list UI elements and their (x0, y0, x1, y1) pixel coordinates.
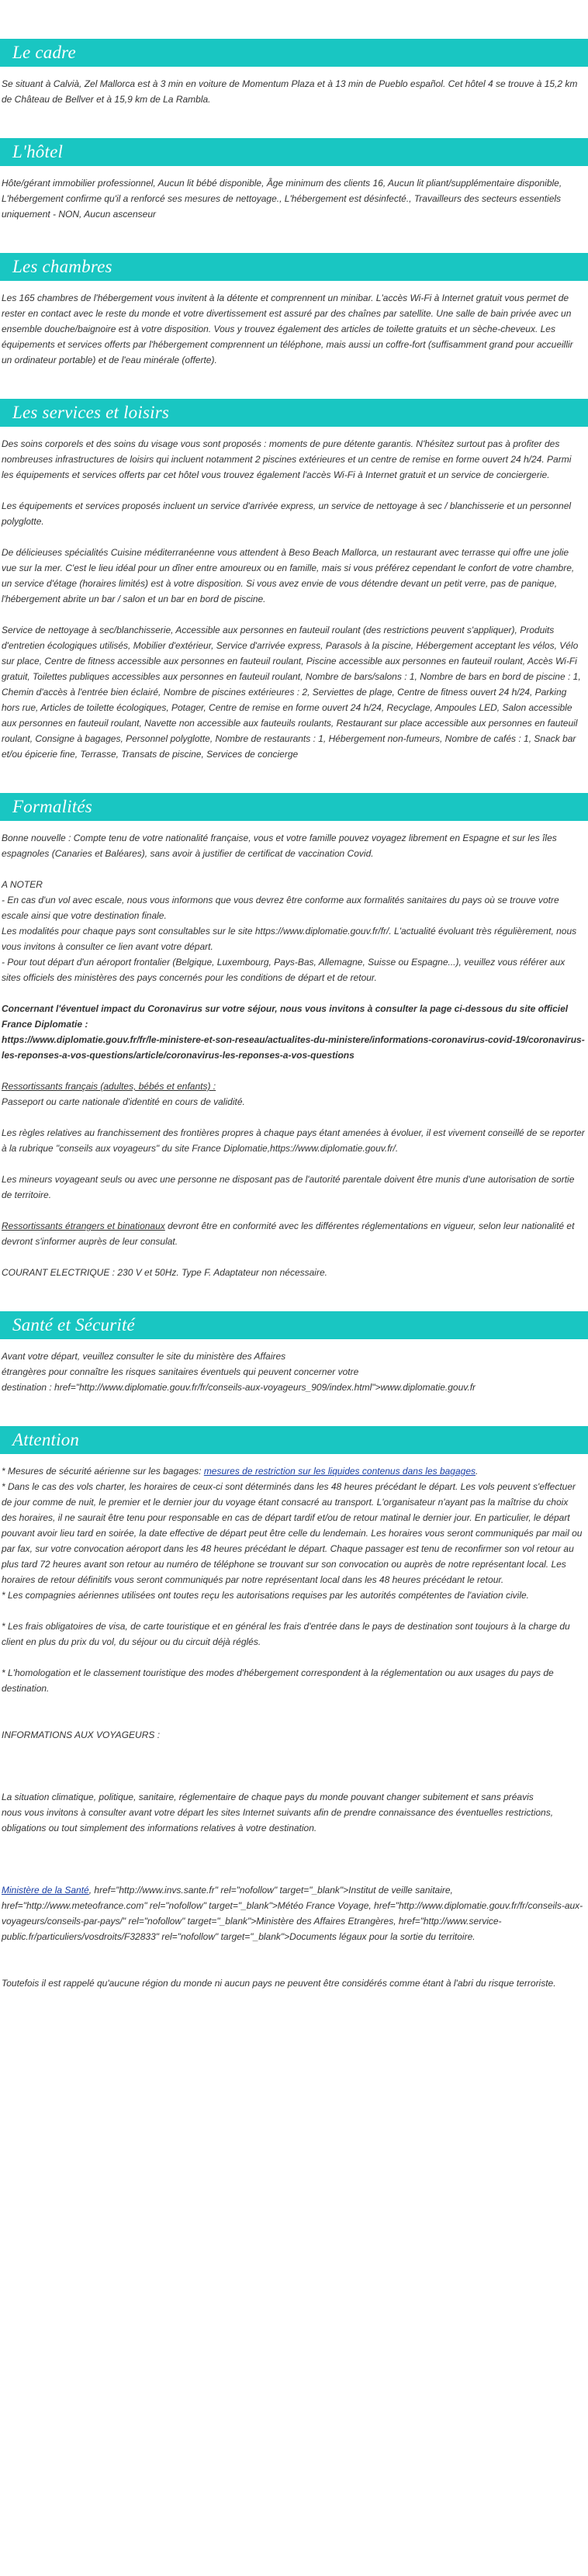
vols-charter-text: * Dans le cas des vols charter, les horaires de ceux-ci sont déterminés dans les 48 heures précédant le départ. Les vols peuvent s'effectuer de jour comme de nuit, le premier et le dernier jour du voyage étant consacré au transport. L'organisateur n'ayant pas la maîtrise du choix des horaires, il ne saurait être tenu pour responsable en cas de départ tardif et/ou de retour matinal le dernier jour. En particulier, le départ pouvant avoir lieu tard en soirée, la date effective de départ peut être celle du lendemain. Les horaires vous seront communiqués par mail ou par fax, sur votre convocation aéroport dans les 48 heures précédant le départ. Chaque passager est tenu de reconfirmer son vol retour au plus tard 72 heures avant son retour au numéro de téléphone se trouvant sur son convocation ou auprès de notre représentant local. Les horaires de retour définitifs vous seront communiqués par notre représentant local dans les 48 heures précédant le retour. (2, 1481, 583, 1585)
situation-text: La situation climatique, politique, sanitaire, réglementaire de chaque pays du monde pouvant changer subitement et sans préavis nous vous invitons à consulter avant votre départ les sites Internet suivants afin de prendre connaissance des éventuelles restrictions, obligations ou tout simplement des informations relatives à votre destination. (2, 1792, 554, 1833)
hotel-text: Hôte/gérant immobilier professionnel, Aucun lit bébé disponible, Âge minimum des clients 16, Aucun lit pliant/supplémentaire disponible, L'hébergement confirme qu'il a renforcé ses mesures de nettoyage., L'hébergement est désinfecté., Travailleurs des secteurs essentiels uniquement - NON, Aucun ascenseur (2, 178, 562, 220)
etrangers-text (2, 1218, 585, 1249)
courant-text: COURANT ELECTRIQUE : 230 V et 50Hz. Type F. Adaptateur non nécessaire. (2, 1267, 327, 1278)
section-title-sante: Santé et Sécurité (0, 1311, 588, 1339)
ministere-rest: , href="http://www.invs.sante.fr" rel="nofollow" target="_blank">Institut de veille sanitaire, href="http://www.meteofrance.com" rel="nofollow" target="_blank">Météo France Voyage, href="http://www.diplomatie.gouv.fr/fr/conseils-aux-voyageurs/conseils-par-pays/" rel="nofollow" target="_blank">Ministère des Affaires Etrangères, href="http://www.service-public.fr/particuliers/vosdroits/F32833" rel="nofollow" target="_blank">Documents légaux pour la sortie du territoire. (2, 1885, 583, 1942)
section-cadre (0, 39, 588, 107)
anoter-title: A NOTER (2, 879, 43, 890)
section-title-formalites: Formalités (0, 793, 588, 821)
section-attention (0, 1426, 588, 1991)
bagages-text (2, 1463, 585, 1479)
section-title-chambres: Les chambres (0, 253, 588, 281)
section-title-cadre: Le cadre (0, 39, 588, 67)
bagages-prefix: * Mesures de sécurité aérienne sur les bagages: (2, 1466, 204, 1477)
services-text-4: Service de nettoyage à sec/blanchisserie, Accessible aux personnes en fauteuil roulant (des restrictions peuvent s'appliquer), Produits d'entretien écologiques utilisés, Mobilier d'extérieur, Service d'arrivée express, Parasols à la piscine, Hébergement acceptant les vélos, Vélo sur place, Centre de fitness accessible aux personnes en fauteuil roulant, Piscine accessible aux personnes en fauteuil roulant, Accès Wi-Fi gratuit, Toilettes publiques accessibles aux personnes en fauteuil roulant, Nombre de bars/salons : 1, Nombre de bars en bord de piscine : 1, Chemin d'accès à l'entrée bien éclairé, Nombre de piscines extérieures : 2, Serviettes de plage, Centre de fitness ouvert 24 h/24, Parking hors rue, Articles de toilette écologiques, Potager, Centre de remise en forme ouvert 24 h/24, Recyclage, Ampoules LED, Salon accessible aux personnes en fauteuil roulant, Navette non accessible aux fauteuils roulants, Restaurant sur place accessible aux personnes en fauteuil roulant, Consigne à bagages, Personnel polyglotte, Nombre de restaurants : 1, Hébergement non-fumeurs, Nombre de cafés : 1, Snack bar et/ou épicerie fine, Terrasse, Transats de piscine, Services de concierge (2, 625, 581, 760)
section-chambres (0, 253, 588, 368)
covid-notice: Concernant l'éventuel impact du Coronavirus sur votre séjour, nous vous invitons à consulter la page ci-dessous du site officiel France Diplomatie : https://www.diplomatie.gouv.fr/fr/le-ministere-et-son-reseau/actualites-du-ministere/informations-coronavirus-covid-19/coronavirus-les-reponses-a-vos-questions/article/coronavirus-les-reponses-a-vos-questions (2, 1003, 585, 1061)
homologation-text: * L'homologation et le classement touristique des modes d'hébergement correspondent à la réglementation ou aux usages du pays de destination. (2, 1667, 554, 1694)
bagages-suffix: . (476, 1466, 479, 1477)
regles-text: Les règles relatives au franchissement des frontières propres à chaque pays étant amenées à évoluer, il est vivement conseillé de se reporter à la rubrique "conseils aux voyageurs" du site France Diplomatie,https://www.diplomatie.gouv.fr/. (2, 1127, 585, 1154)
terrorisme-text: Toutefois il est rappelé qu'aucune région du monde ni aucun pays ne peuvent être considérés comme étant à l'abri du risque terroriste. (2, 1978, 556, 1989)
sante-text: Avant votre départ, veuillez consulter le site du ministère des Affaires étrangères pour connaître les risques sanitaires éventuels qui peuvent concerner votre destination : href="http://www.diplomatie.gouv.fr/fr/conseils-aux-voyageurs_909/index.html">www.diplomatie.gouv.fr (2, 1351, 476, 1393)
formalites-text-1: Bonne nouvelle : Compte tenu de votre nationalité française, vous et votre famille pouvez voyagez librement en Espagne et sur les îles espagnoles (Canaries et Baléares), sans avoir à justifier de certificat de vaccination Covid. (2, 833, 557, 859)
bagages-restriction-link[interactable]: mesures de restriction sur les liquides contenus dans les bagages (203, 1466, 476, 1477)
chambres-text: Les 165 chambres de l'hébergement vous invitent à la détente et comprennent un minibar. L'accès Wi-Fi à Internet gratuit vous permet de rester en contact avec le reste du monde et votre divertissement est assuré par des chaînes par satellite. Une salle de bain privée avec un ensemble douche/baignoire est à votre disposition. Vous y trouvez également des articles de toilette gratuits et un sèche-cheveux. Les équipements et services offerts par l'hébergement comprennent un téléphone, mais aussi un coffre-fort (suffisamment grand pour accueillir un ordinateur portable) et de l'eau minérale (offerte). (2, 293, 573, 365)
ressortissants-fr-label: Ressortissants français (adultes, bébés et enfants) : (2, 1081, 216, 1092)
services-text-1: Des soins corporels et des soins du visage vous sont proposés : moments de pure détente garantis. N'hésitez surtout pas à profiter des nombreuses infrastructures de loisirs qui incluent notamment 2 piscines extérieures et un centre de remise en forme ouvert 24 h/24. Parmi les équipements et services offerts par cet hôtel vous trouvez également l'accès Wi-Fi à Internet gratuit et un service de conciergerie. (2, 438, 572, 480)
ressortissants-fr-body: Passeport ou carte nationale d'identité en cours de validité. (2, 1096, 245, 1107)
section-title-hotel: L'hôtel (0, 138, 588, 166)
section-hotel (0, 138, 588, 222)
section-formalites (0, 793, 588, 1280)
anoter-body: - En cas d'un vol avec escale, nous vous informons que vous devrez être conforme aux formalités sanitaires du pays où se trouve votre escale ainsi que votre destination finale. Les modalités pour chaque pays sont consultables sur le site https://www.diplomatie.gouv.fr/fr/. L'actualité évoluant très régulièrement, nous vous invitons à consulter ce lien avant votre départ. - Pour tout départ d'un aéroport frontalier (Belgique, Luxembourg, Pays-Bas, Allemagne, Suisse ou Espagne...), veuillez vous référer aux sites officiels des ministères des pays concernés pour les conditions de départ et de retour. (2, 895, 577, 983)
info-voyageurs-title: INFORMATIONS AUX VOYAGEURS : (2, 1729, 161, 1740)
ministere-sante-link[interactable]: Ministère de la Santé (2, 1885, 89, 1896)
section-sante (0, 1311, 588, 1395)
section-services (0, 399, 588, 762)
ministere-text (2, 1882, 585, 1944)
section-title-services: Les services et loisirs (0, 399, 588, 427)
services-text-2: Les équipements et services proposés incluent un service d'arrivée express, un service de nettoyage à sec / blanchisserie et un personnel polyglotte. (2, 500, 572, 527)
etrangers-label: Ressortissants étrangers et binationaux (2, 1220, 165, 1231)
page (0, 39, 588, 2014)
cadre-text: Se situant à Calvià, Zel Mallorca est à 3 min en voiture de Momentum Plaza et à 13 min de Pueblo español. Cet hôtel 4 se trouve à 15,2 km de Château de Bellver et à 15,9 km de La Rambla. (2, 78, 578, 105)
mineurs-text: Les mineurs voyageant seuls ou avec une personne ne disposant pas de l'autorité parentale doivent être munis d'une autorisation de sortie de territoire. (2, 1174, 575, 1200)
services-text-3: De délicieuses spécialités Cuisine méditerranéenne vous attendent à Beso Beach Mallorca, un restaurant avec terrasse qui offre une jolie vue sur la mer. C'est le lieu idéal pour un dîner entre amoureux ou en famille, mais si vous préférez cependant le confort de votre chambre, un service d'étage (horaires limités) est à votre disposition. Si vous avez envie de vous détendre devant un petit verre, pas de panique, l'hébergement abrite un bar / salon et un bar en bord de piscine. (2, 547, 575, 604)
section-title-attention: Attention (0, 1426, 588, 1454)
compagnies-text: * Les compagnies aériennes utilisées ont toutes reçu les autorisations requises par les autorités compétentes de l'aviation civile. (2, 1590, 529, 1601)
etrangers-body: devront être en conformité avec les différentes réglementations en vigueur, selon leur nationalité et devront s'informer auprès de leur consulat. (2, 1220, 575, 1247)
frais-text: * Les frais obligatoires de visa, de carte touristique et en général les frais d'entrée dans le pays de destination sont toujours à la charge du client en plus du prix du vol, du séjour ou du circuit déjà réglés. (2, 1621, 570, 1647)
